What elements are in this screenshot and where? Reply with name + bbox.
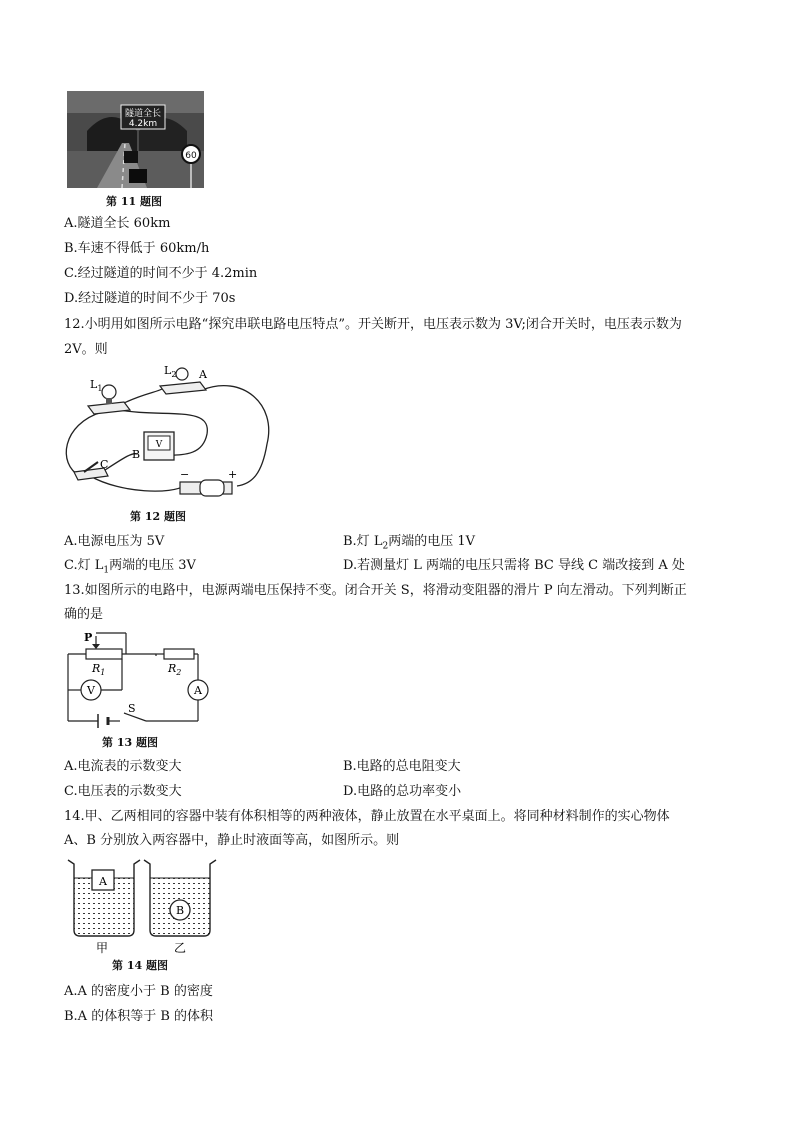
q11-caption: 第 11 题图 bbox=[106, 195, 162, 208]
q13-stem-line2: 确的是 bbox=[64, 607, 104, 622]
q13-label-r2 bbox=[167, 662, 181, 677]
q13-ammeter-a: A bbox=[194, 684, 202, 697]
q13-label-r2-sub: 2 bbox=[176, 668, 182, 677]
q13-caption: 第 13 题图 bbox=[102, 736, 158, 749]
tunnel-photo bbox=[67, 91, 204, 188]
tunnel-sign-line1: 隧道全长 bbox=[124, 109, 162, 119]
q12-option-c-pre: C.灯 L bbox=[64, 558, 104, 573]
q11-option-a: A.隧道全长 60km bbox=[64, 216, 171, 231]
q14-block-a: A bbox=[99, 875, 107, 888]
q14-containers-drawing bbox=[62, 856, 222, 956]
q13-stem-line1: 13.如图所示的电路中，电源两端电压保持不变。闭合开关 S，将滑动变阻器的滑片 P 向左滑动。下列判断正 bbox=[64, 583, 687, 598]
q13-label-s: S bbox=[128, 702, 136, 715]
q12-label-l1 bbox=[90, 378, 102, 393]
q12-option-c-post: 两端的电压 3V bbox=[109, 558, 196, 573]
q13-label-p: P bbox=[84, 631, 93, 644]
q13-circuit-drawing bbox=[62, 628, 212, 728]
q13-voltmeter-v: V bbox=[87, 684, 95, 697]
q11-option-d: D.经过隧道的时间不少于 70s bbox=[64, 291, 236, 306]
q12-option-b-sub: 2 bbox=[382, 541, 389, 552]
q12-stem-line1: 12.小明用如图所示电路“探究串联电路电压特点”。开关断开，电压表示数为 3V;闭合开关时，电压表示数为 bbox=[64, 317, 682, 332]
q12-battery-minus: − bbox=[180, 468, 190, 481]
q12-stem-line2: 2V。则 bbox=[64, 342, 108, 357]
q11-option-c: C.经过隧道的时间不少于 4.2min bbox=[64, 266, 258, 281]
q14-containers-figure bbox=[62, 856, 222, 960]
q12-label-l1-main: L bbox=[90, 378, 98, 391]
tunnel-photo-drawing bbox=[67, 91, 204, 188]
q12-option-a: A.电源电压为 5V bbox=[64, 534, 165, 549]
q12-label-c: C bbox=[100, 458, 109, 471]
q12-option-d: D.若测量灯 L 两端的电压只需将 BC 导线 C 端改接到 A 处 bbox=[343, 558, 685, 573]
q14-label-jia: 甲 bbox=[96, 941, 109, 955]
q12-label-l2-sub: 2 bbox=[171, 370, 177, 379]
q13-option-c: C.电压表的示数变大 bbox=[64, 784, 182, 799]
q14-stem-line2: A、B 分别放入两容器中，静止时液面等高，如图所示。则 bbox=[64, 833, 400, 848]
q13-label-r2-main: R bbox=[168, 662, 177, 675]
q12-option-c-sub: 1 bbox=[103, 565, 110, 576]
q12-label-a: A bbox=[199, 368, 207, 381]
q13-label-r1 bbox=[91, 662, 105, 677]
q14-ball-b: B bbox=[175, 904, 185, 917]
q14-label-yi: 乙 bbox=[174, 941, 187, 955]
tunnel-sign-line2: 4.2km bbox=[128, 119, 158, 129]
q12-circuit-drawing bbox=[62, 364, 282, 504]
q13-option-b: B.电路的总电阻变大 bbox=[343, 759, 461, 774]
q12-option-c bbox=[64, 557, 196, 575]
q12-caption: 第 12 题图 bbox=[130, 510, 186, 523]
q13-option-d: D.电路的总功率变小 bbox=[343, 784, 462, 799]
q11-option-b: B.车速不得低于 60km/h bbox=[64, 241, 210, 256]
q12-voltmeter-v: V bbox=[155, 440, 163, 450]
q13-circuit-figure bbox=[62, 628, 212, 732]
q14-stem-line1: 14.甲、乙两相同的容器中装有体积相等的两种液体，静止放置在水平桌面上。将同种材料制作的实心物体 bbox=[64, 809, 670, 824]
q12-battery-plus: + bbox=[228, 468, 238, 481]
q12-option-b-post: 两端的电压 1V bbox=[388, 534, 475, 549]
q12-label-l1-sub: 1 bbox=[97, 384, 103, 393]
q14-option-b: B.A 的体积等于 B 的体积 bbox=[64, 1009, 214, 1024]
q12-label-l2 bbox=[164, 364, 176, 379]
q12-circuit-figure bbox=[62, 364, 282, 508]
q13-option-a: A.电流表的示数变大 bbox=[64, 759, 182, 774]
q14-option-a: A.A 的密度小于 B 的密度 bbox=[64, 984, 213, 999]
q13-label-r1-sub: 1 bbox=[100, 668, 106, 677]
q12-label-l2-main: L bbox=[164, 364, 172, 377]
speed-limit-sign: 60 bbox=[185, 151, 197, 161]
q14-caption: 第 14 题图 bbox=[112, 959, 168, 972]
q12-label-b: B bbox=[132, 448, 141, 461]
q12-option-b bbox=[343, 533, 475, 551]
q12-option-b-pre: B.灯 L bbox=[343, 534, 383, 549]
q13-label-r1-main: R bbox=[92, 662, 101, 675]
